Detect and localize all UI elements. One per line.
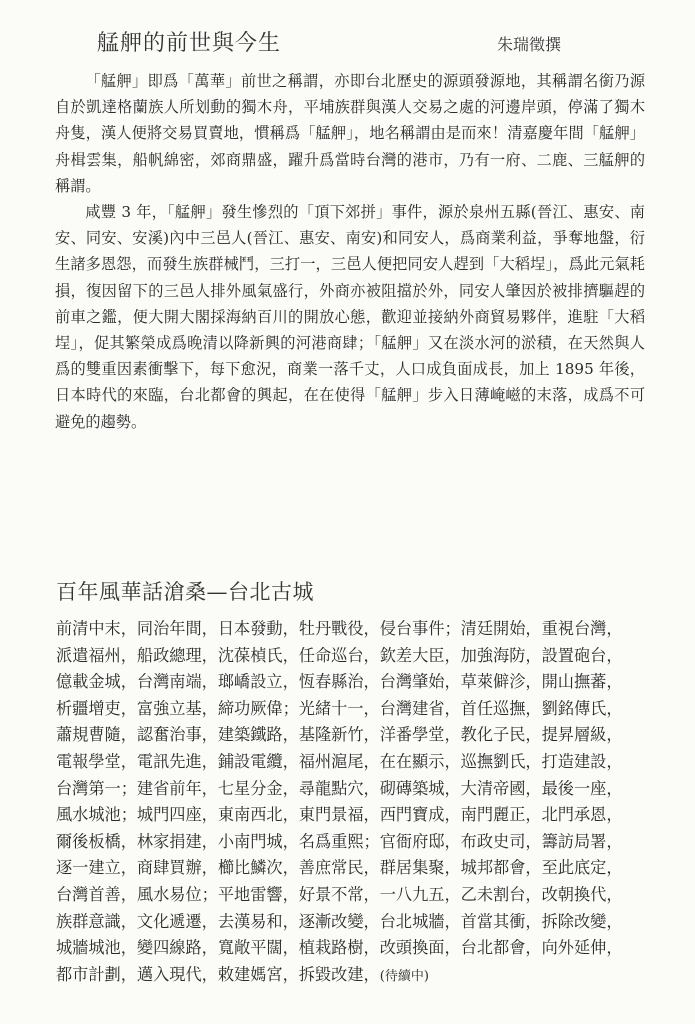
verse-block (56, 616, 656, 990)
paragraph: 「艋舺」即爲「萬華」前世之稱謂，亦即台北歷史的源頭發源地，其稱謂名銜乃源自於凱達格蘭族人所划動的獨木舟，平埔族群與漢人交易之處的河邊岸頭，停滿了獨木舟隻，漢人便將交易買賣地，慣稱爲「艋舺」，地名稱謂由是而來！清嘉慶年間「艋舺」舟楫雲集，船帆綿密，郊商鼎盛，躍升爲當時台灣的港市，乃有一府、二鹿、三艋舺的稱謂。 (55, 72, 645, 195)
verse-line: 逐一建立，商肆買辦，櫛比鱗次，善庶常民，群居集聚，城邦都會，至此底定， (56, 858, 623, 878)
article-title: 艋舺的前世與今生 (97, 31, 282, 56)
verse-line: 城牆城池，變四線路，寬敞平闊，植栽路樹，改頭換面，台北都會，向外延伸， (56, 938, 623, 958)
paragraph: 咸豐 3 年，「艋舺」發生慘烈的「頂下郊拼」事件，源於泉州五縣(晉江、惠安、南安、同安、安溪)內中三邑人(晉江、惠安、南安)和同安人，爲商業利益，爭奪地盤，衍生諸多恩怨，而發生族群械鬥，三打一，三邑人便把同安人趕到「大稻埕」，爲此元氣耗損，復因留下的三邑人排外風氣盛行，外商亦被阻擋於外，同安人肇因於被排擠驅趕的前車之鑑，便大開大閣採海納百川的開放心態，歡迎並接納外商貿易夥伴，進駐「大稻埕」，促其繁榮成爲晚清以降新興的河港商肆；「艋舺」又在淡水河的淤積，在天然與人爲的雙重因素衝擊下，每下愈況，商業一落千丈，人口成負面成長，加上 1895 年後，日本時代的來臨，台北都會的興起，在在使得「艋舺」步入日薄崦嵫的末落，成爲不可避免的趨勢。 (55, 203, 645, 431)
verse-line: 析疆增吏，富強立基，締功厥偉；光緒十一，台灣建省，首任巡撫，劉銘傳氏， (56, 698, 623, 718)
continued-note: (待續中) (379, 968, 429, 984)
verse-line: 台灣首善，風水易位；平地雷響，好景不常，一八九五，乙未割台，改朝換代， (56, 884, 623, 904)
article-author: 朱瑞徵撰 (497, 35, 562, 54)
verse-line-text: 都市計劃，邁入現代，敕建媽宮，拆毀改建， (56, 964, 380, 984)
verse-line (56, 962, 656, 991)
verse-line: 蕭規曹隨，認奮治事，建築鐵路，基隆新竹，洋番學堂，教化子民，提昇層級， (56, 725, 623, 745)
verse-line: 台灣第一；建省前年，七星分金，尋龍點穴，砌磚築城，大清帝國，最後一座， (56, 778, 623, 798)
section-title: 百年風華話滄桑—台北古城 (56, 580, 314, 604)
verse-line: 前清中末，同治年間，日本發動，牡丹戰役，侵台事件；清廷開始，重視台灣， (56, 619, 623, 638)
verse-line: 派遣福州，船政總理，沈葆楨氏，任命巡台，欽差大臣，加強海防，設置砲台， (56, 645, 623, 665)
verse-line: 爾後板橋，林家捐建，小南門城，名爲重熙；官衙府邸，布政史司，籌訪局署， (56, 831, 623, 851)
verse-line: 風水城池；城門四座，東南西北，東門景福，西門寶成，南門麗正，北門承恩， (56, 805, 623, 825)
verse-line: 族群意識，文化遞遷，去漢易和，逐漸改變，台北城牆，首當其衝，拆除改變， (56, 911, 623, 931)
verse-line: 電報學堂，電訊先進，鋪設電纜，福州滬尾，在在顯示，巡撫劉氏，打造建設， (56, 751, 623, 771)
verse-line: 億載金城，台灣南端，瑯嶠設立，恆春縣治，台灣肇始，草萊僻沴，開山撫蕃， (56, 672, 623, 692)
